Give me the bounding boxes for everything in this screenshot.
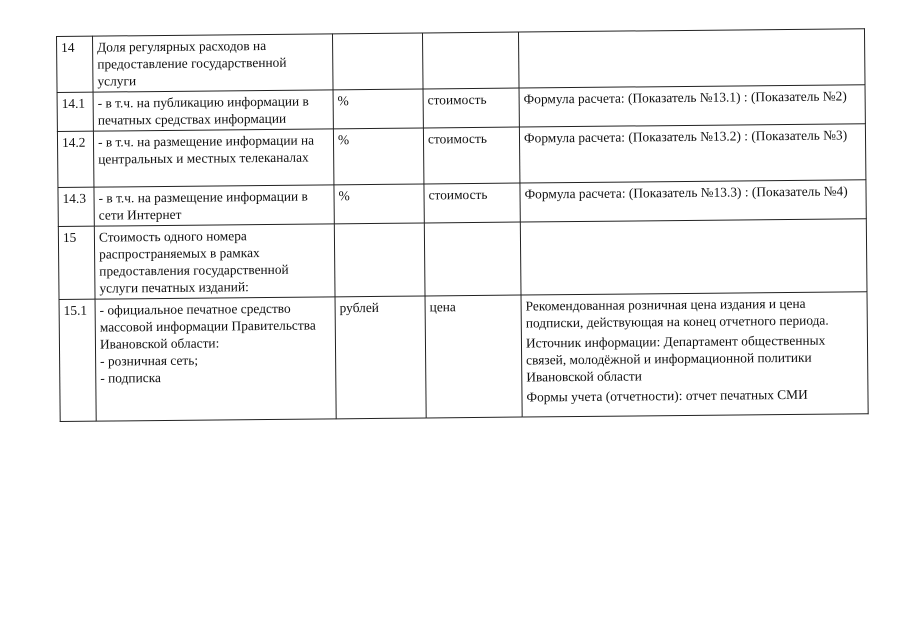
document-sheet <box>56 28 868 422</box>
indicator-name: - в т.ч. на размещение информации на центральных и местных телеканалах <box>93 129 334 187</box>
unit-cell <box>334 223 425 297</box>
indicator-name-cell <box>95 297 336 421</box>
row-number: 15 <box>58 226 95 299</box>
type-cell <box>424 222 521 296</box>
description-cell <box>520 219 867 295</box>
indicator-name: Доля регулярных расходов на предоставление государственной услуги <box>93 34 334 92</box>
indicator-name: - в т.ч. на размещение информации в сети Интернет <box>94 185 334 226</box>
description-cell <box>518 29 865 88</box>
type-cell: стоимость <box>423 127 520 184</box>
list-item: - подписка <box>100 370 161 386</box>
type-cell: цена <box>425 295 522 418</box>
table-row <box>59 292 868 422</box>
table-row <box>57 124 866 188</box>
unit-cell: рублей <box>335 296 426 419</box>
row-number: 14.1 <box>57 92 93 131</box>
indicator-name: - официальное печатное средство массовой информации Правительства Ивановской области: <box>99 300 316 352</box>
description-paragraph: Источник информации: Департамент общественных связей, молодёжной и информационной политики Ивановской области <box>525 332 826 385</box>
row-number: 14 <box>57 36 94 92</box>
description-paragraph: Рекомендованная розничная цена издания и цена подписки, действующая на конец отчетного периода. <box>525 295 829 331</box>
unit-cell: % <box>333 89 423 129</box>
row-number: 14.2 <box>57 131 94 187</box>
type-cell: стоимость <box>424 183 520 223</box>
row-number: 14.3 <box>58 187 94 226</box>
description-cell: Формула расчета: (Показатель №13.3) : (Показатель №4) <box>520 180 866 222</box>
unit-cell: % <box>333 128 424 185</box>
table-row <box>58 219 867 300</box>
description-cell: Формула расчета: (Показатель №13.1) : (Показатель №2) <box>519 85 865 127</box>
unit-cell <box>332 33 423 90</box>
table-row <box>57 29 866 93</box>
list-item: - розничная сеть; <box>100 352 199 369</box>
indicator-name: Стоимость одного номера распространяемых в рамках предоставления государственной услуги печатных изданий: <box>94 224 335 299</box>
unit-cell: % <box>334 184 424 224</box>
description-cell <box>521 292 868 417</box>
type-cell: стоимость <box>423 88 519 128</box>
description-paragraph: Формы учета (отчетности): отчет печатных СМИ <box>526 386 808 405</box>
indicator-name: - в т.ч. на публикацию информации в печатных средствах информации <box>93 90 333 131</box>
description-cell: Формула расчета: (Показатель №13.2) : (Показатель №3) <box>519 124 866 183</box>
indicators-table <box>56 28 869 422</box>
type-cell <box>422 32 519 89</box>
row-number: 15.1 <box>59 299 96 421</box>
